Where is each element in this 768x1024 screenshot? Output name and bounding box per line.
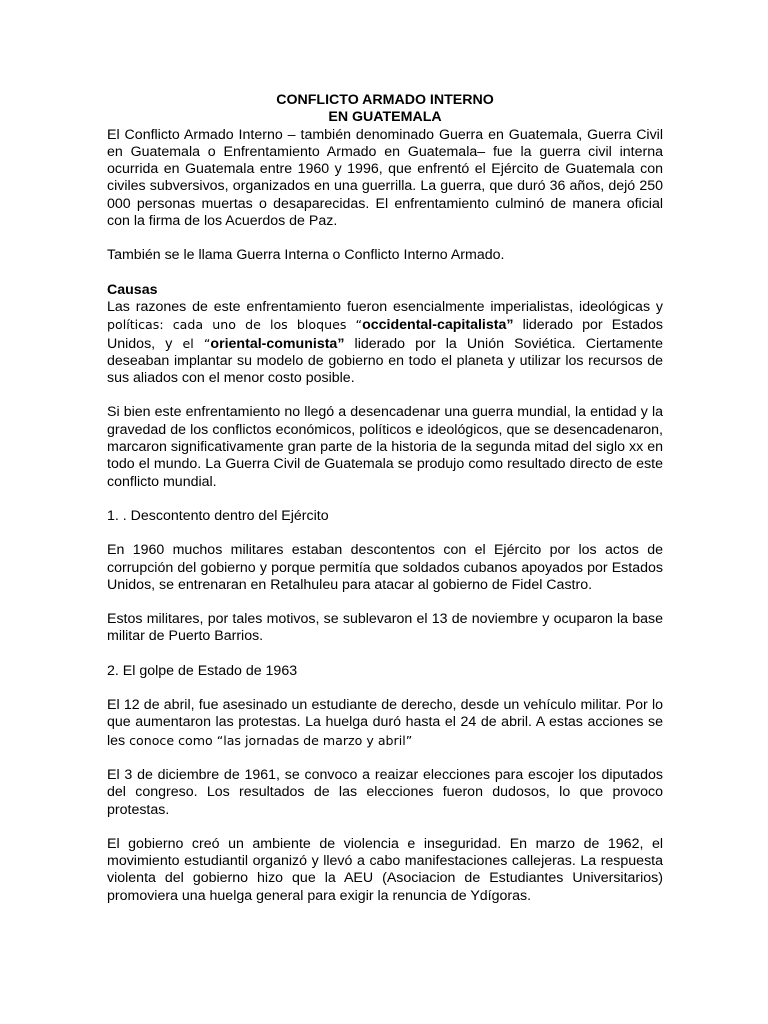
causas-p1-text-2: políticas: cada uno de los bloques “: [107, 317, 363, 333]
intro-paragraph: El Conflicto Armado Interno – también denominado Guerra en Guatemala, Guerra Civil en Guatemala o Enfrentamiento Armado en Guatemala– fue la guerra civil interna ocurrida en Guatemala entre 1960 y 1996, que enfrentó el Ejército de Guatemala con civiles subversivos, organizados en una guerrilla. La guerra, que duró 36 años, dejó 250 000 personas muertas o desaparecidas. El enfrentamiento culminó de manera oficial con la firma de los Acuerdos de Paz.: [107, 126, 663, 230]
section2-paragraph-1: [107, 697, 663, 750]
also-called-paragraph: También se le llama Guerra Interna o Conflicto Interno Armado.: [107, 247, 505, 264]
oriental-comunista-term: oriental-comunista”: [210, 335, 345, 352]
section2-p1-text-1: El 12 de abril, fue asesinado un estudiante de derecho, desde un vehículo militar. Por lo que aumentaron las protestas. La huelga duró hasta el 24 de abril. A estas acciones se les: [107, 697, 663, 749]
causas-p1-text-3: liderado por Estados Unidos, y: [107, 317, 664, 352]
causas-heading: Causas: [107, 281, 158, 298]
section1-paragraph-2: Estos militares, por tales motivos, se sublevaron el 13 de noviembre y ocuparon la base militar de Puerto Barrios.: [107, 611, 663, 645]
causas-paragraph-1: [107, 299, 663, 387]
occidental-capitalista-term: occidental-capitalista”: [362, 317, 514, 334]
section2-p1-text-2: conoce como “las jornadas de marzo y abril”: [129, 732, 413, 748]
causas-p1-text-1: Las razones de este enfrentamiento fueron esencialmente imperialistas, ideológicas y: [107, 298, 663, 315]
document-body: [107, 92, 663, 905]
section1-paragraph-1: En 1960 muchos militares estaban descontentos con el Ejército por los actos de corrupción del gobierno y porque permitía que soldados cubanos apoyados por Estados Unidos, se entrenaran en Retalhuleu para atacar al gobierno de Fidel Castro.: [107, 542, 663, 593]
section2-paragraph-2: El 3 de diciembre de 1961, se convoco a reaizar elecciones para escojer los diputados del congreso. Los resultados de las elecciones fueron dudosos, lo que provoco protestas.: [107, 766, 663, 818]
section1-heading: 1. . Descontento dentro del Ejército: [107, 507, 329, 524]
causas-p1-text-4: el “: [182, 335, 211, 351]
causas-p1-text-5: liderado por la Unión Soviética. Ciertamente deseaban implantar su modelo de gobierno en todo el planeta y utilizar los recursos de sus aliados con el menor costo posible.: [107, 335, 663, 387]
section2-paragraph-3: El gobierno creó un ambiente de violencia e inseguridad. En marzo de 1962, el movimiento estudiantil organizó y llevó a cabo manifestaciones callejeras. La respuesta violenta del gobierno hizo que la AEU (Asociacion de Estudiantes Universitarios) promoviera una huelga general para exigir la renuncia de Ydígoras.: [107, 835, 663, 904]
section2-heading: 2. El golpe de Estado de 1963: [107, 662, 298, 679]
document-title-line1: CONFLICTO ARMADO INTERNO: [276, 92, 494, 108]
document-title-line2: EN GUATEMALA: [328, 109, 442, 126]
causas-paragraph-2: Si bien este enfrentamiento no llegó a desencadenar una guerra mundial, la entidad y la gravedad de los conflictos económicos, políticos e ideológicos, que se desencadenaron, marcaron significativamente gran parte de la historia de la segunda mitad del siglo xx en todo el mundo. La Guerra Civil de Guatemala se produjo como resultado directo de este conflicto mundial.: [107, 404, 663, 490]
